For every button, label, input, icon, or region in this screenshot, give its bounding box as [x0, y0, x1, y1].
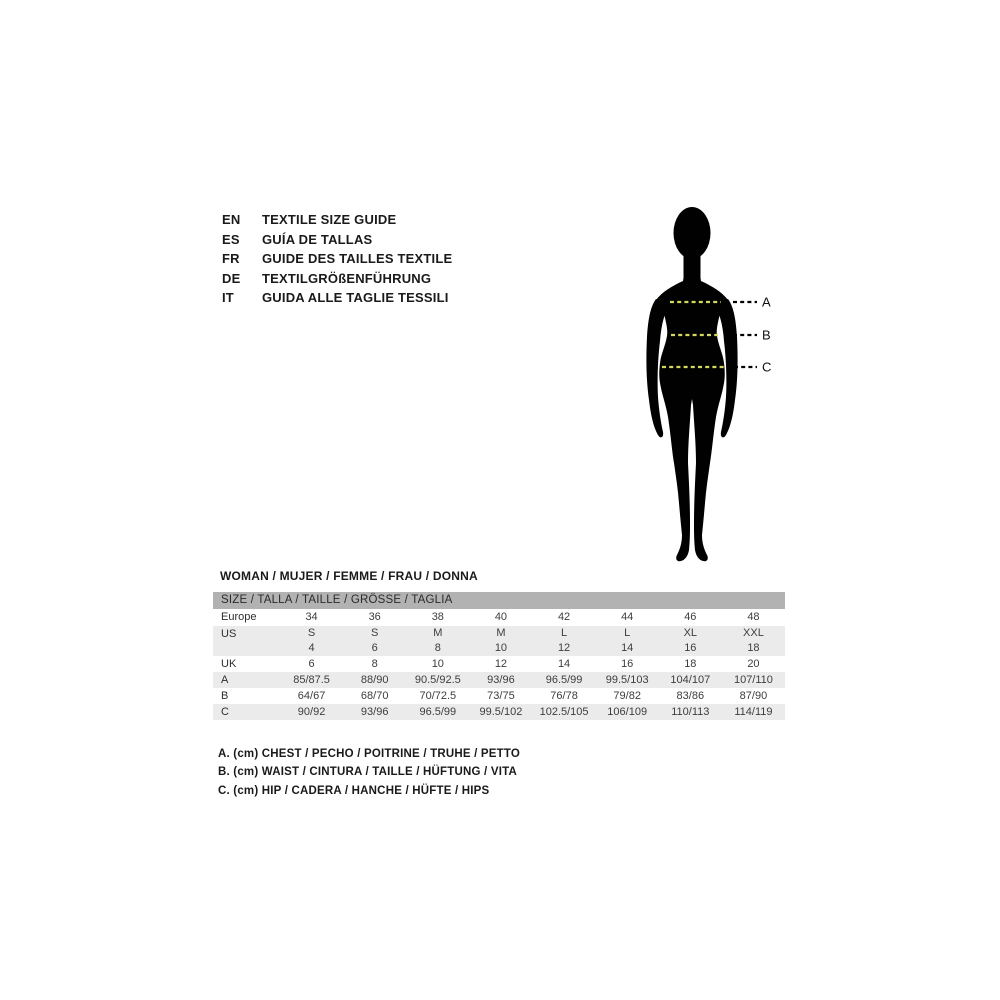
table-cell: 6 — [308, 658, 315, 670]
table-cell: 40 — [494, 611, 508, 623]
language-list — [222, 210, 452, 308]
table-cell — [659, 626, 722, 656]
table-row — [213, 688, 785, 704]
language-row-en — [222, 210, 452, 230]
table-cell-line: 6 — [371, 642, 378, 654]
table-row — [213, 704, 785, 720]
table-cell: 36 — [368, 611, 381, 623]
table-body — [213, 609, 785, 720]
marker-label-c: C — [762, 359, 772, 375]
silhouette-body — [655, 268, 729, 561]
table-cell: 93/96 — [360, 706, 389, 718]
language-code: IT — [222, 290, 234, 305]
language-code: FR — [222, 251, 240, 266]
table-cell: 16 — [621, 658, 634, 670]
table-cell-line: 12 — [557, 642, 571, 654]
table-row — [213, 626, 785, 656]
table-row-label: UK — [221, 658, 237, 670]
table-cell-line: 18 — [747, 642, 760, 654]
table-cell: 90.5/92.5 — [414, 674, 461, 686]
table-cell: 85/87.5 — [293, 674, 330, 686]
table-cell-line: M — [496, 627, 506, 639]
table-cell: 102.5/105 — [539, 706, 589, 718]
table-cell: 79/82 — [613, 690, 641, 702]
table-cell — [343, 626, 406, 656]
language-row-es — [222, 230, 452, 250]
table-row — [213, 656, 785, 672]
table-cell: 20 — [747, 658, 760, 670]
table-cell-line: L — [624, 627, 631, 639]
table-cell — [469, 626, 532, 656]
size-table — [213, 592, 785, 720]
table-row-label: A — [221, 674, 229, 686]
language-row-fr — [222, 249, 452, 269]
language-label: TEXTILGRÖßENFÜHRUNG — [262, 270, 432, 286]
language-label: TEXTILE SIZE GUIDE — [262, 212, 397, 227]
legend-line-chest: A. (cm) CHEST / PECHO / POITRINE / TRUHE / PETTO — [218, 748, 521, 760]
language-code: DE — [222, 270, 241, 286]
legend-line-hip: C. (cm) HIP / CADERA / HANCHE / HÜFTE / HIPS — [218, 784, 490, 797]
table-cell: 12 — [494, 658, 508, 670]
table-title: WOMAN / MUJER / FEMME / FRAU / DONNA — [220, 569, 478, 583]
legend-line-waist: B. (cm) WAIST / CINTURA / TAILLE / HÜFTUNG / VITA — [218, 766, 517, 779]
table-cell — [722, 626, 785, 656]
table-cell: 107/110 — [733, 674, 773, 686]
table-cell: 46 — [684, 611, 697, 623]
measurement-legend — [218, 745, 520, 800]
table-cell-line: M — [433, 627, 443, 639]
table-cell: 83/86 — [676, 690, 705, 702]
table-cell: 14 — [557, 658, 571, 670]
table-cell-line: L — [561, 627, 568, 639]
table-row — [213, 609, 785, 626]
table-cell — [406, 626, 469, 656]
table-row-label: B — [221, 690, 229, 702]
marker-label-a: A — [762, 294, 771, 310]
measurement-figure — [620, 195, 790, 575]
table-row-label: US — [221, 628, 237, 640]
table-cell: 64/67 — [297, 690, 326, 702]
table-cell-line: S — [307, 627, 316, 639]
table-cell: 114/119 — [734, 706, 773, 718]
table-cell: 90/92 — [297, 706, 326, 718]
language-label: GUIDA ALLE TAGLIE TESSILI — [262, 290, 449, 305]
table-cell: 48 — [747, 611, 760, 623]
table-row-label: Europe — [221, 611, 257, 623]
language-code: ES — [222, 231, 240, 247]
table-cell: 106/109 — [607, 706, 648, 718]
table-cell: 42 — [557, 611, 571, 623]
table-cell: 88/90 — [360, 674, 389, 686]
table-cell: 93/96 — [487, 674, 515, 686]
table-cell: 99.5/103 — [605, 674, 649, 686]
marker-label-b: B — [762, 327, 771, 343]
table-cell — [533, 626, 596, 656]
table-cell: 10 — [431, 658, 444, 670]
language-label: GUIDE DES TAILLES TEXTILE — [262, 251, 453, 266]
table-cell: 87/90 — [739, 690, 768, 702]
table-cell: 110/113 — [671, 706, 710, 718]
table-cell: 99.5/102 — [479, 706, 523, 718]
table-row-label: C — [221, 706, 229, 718]
table-cell-line: S — [371, 627, 379, 639]
table-cell: 34 — [305, 611, 318, 623]
table-cell: 68/70 — [360, 690, 389, 702]
table-cell: 8 — [371, 658, 378, 670]
language-row-de — [222, 269, 452, 289]
table-cell: 96.5/99 — [419, 706, 457, 718]
language-label: GUÍA DE TALLAS — [262, 231, 373, 247]
language-code: EN — [222, 212, 241, 227]
table-cell-line: 16 — [684, 642, 697, 654]
table-cell: 76/78 — [550, 690, 578, 702]
table-header: SIZE / TALLA / TAILLE / GRÖSSE / TAGLIA — [213, 592, 785, 609]
table-cell-line: XL — [683, 627, 698, 639]
table-cell: 73/75 — [487, 690, 515, 702]
table-cell-line: 10 — [494, 642, 508, 654]
table-cell: 38 — [431, 611, 444, 623]
table-cell: 70/72.5 — [419, 690, 457, 702]
table-cell — [280, 626, 343, 656]
table-cell: 44 — [621, 611, 634, 623]
table-cell-line: 14 — [621, 642, 634, 654]
table-cell: 18 — [684, 658, 697, 670]
table-cell: 96.5/99 — [545, 674, 583, 686]
language-row-it — [222, 288, 452, 308]
table-cell — [596, 626, 659, 656]
table-cell-line: XXL — [743, 627, 764, 639]
table-row — [213, 672, 785, 688]
table-cell-line: 4 — [308, 642, 315, 654]
table-cell-line: 8 — [434, 642, 441, 654]
woman-silhouette-diagram — [620, 195, 790, 575]
table-cell: 104/107 — [670, 674, 711, 686]
